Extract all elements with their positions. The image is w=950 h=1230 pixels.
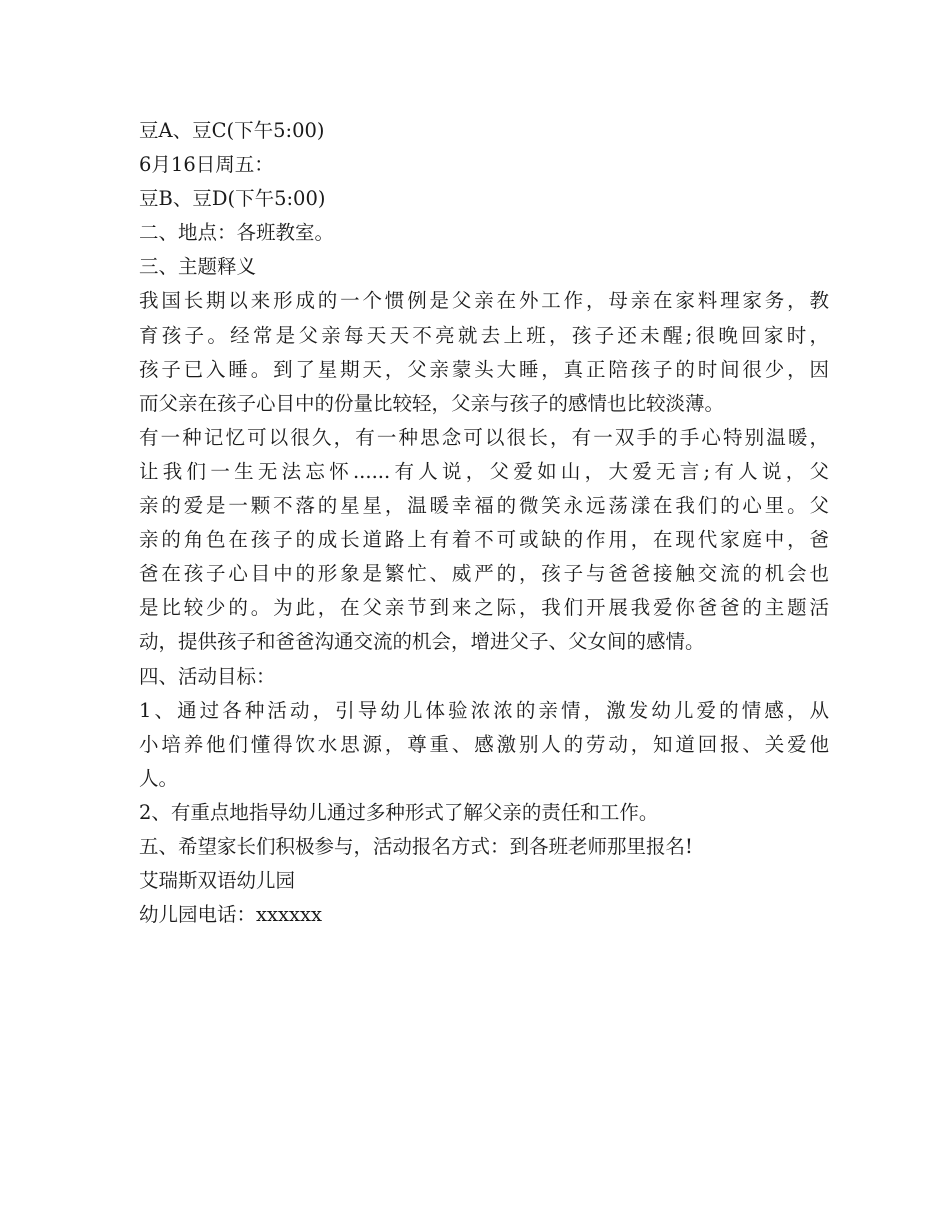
paragraph-line: 而父亲在孩子心目中的份量比较轻，父亲与孩子的感情也比较淡薄。	[139, 391, 725, 415]
contact-phone: 幼儿园电话：xxxxxx	[139, 903, 322, 927]
paragraph-line: 亲的角色在孩子的成长道路上有着不可或缺的作用，在现代家庭中，爸	[139, 528, 829, 552]
section-heading: 二、地点：各班教室。	[139, 221, 335, 245]
section-heading: 五、希望家长们积极参与，活动报名方式：到各班老师那里报名!	[139, 834, 693, 858]
paragraph-line: 有一种记忆可以很久，有一种思念可以很长，有一双手的手心特别温暖，	[139, 425, 829, 449]
list-item-line: 2、有重点地指导幼儿通过多种形式了解父亲的责任和工作。	[139, 800, 659, 824]
paragraph-line: 育孩子。经常是父亲每天天不亮就去上班，孩子还未醒;很晚回家时，	[139, 323, 829, 347]
paragraph-line: 我国长期以来形成的一个惯例是父亲在外工作，母亲在家料理家务，教	[139, 289, 829, 313]
paragraph-line: 孩子已入睡。到了星期天，父亲蒙头大睡，真正陪孩子的时间很少，因	[139, 357, 829, 381]
text-line: 豆A、豆C(下午5:00)	[139, 119, 325, 142]
paragraph-line: 是比较少的。为此，在父亲节到来之际，我们开展我爱你爸爸的主题活	[139, 596, 829, 620]
list-item-line: 人。	[139, 766, 179, 790]
text-line: 6月16日周五：	[139, 153, 274, 177]
paragraph-line: 动，提供孩子和爸爸沟通交流的机会，增进父子、父女间的感情。	[139, 630, 705, 654]
section-heading: 四、活动目标：	[139, 664, 276, 688]
organization-name: 艾瑞斯双语幼儿园	[139, 869, 296, 893]
paragraph-line: 爸在孩子心目中的形象是繁忙、威严的，孩子与爸爸接触交流的机会也	[139, 562, 829, 586]
paragraph-line: 让我们一生无法忘怀......有人说，父爱如山，大爱无言;有人说，父	[139, 459, 829, 483]
document-body	[139, 114, 829, 932]
text-line: 豆B、豆D(下午5:00)	[139, 187, 326, 211]
section-heading: 三、主题释义	[139, 255, 257, 279]
paragraph-line: 亲的爱是一颗不落的星星，温暖幸福的微笑永远荡漾在我们的心里。父	[139, 494, 829, 518]
list-item-line: 小培养他们懂得饮水思源，尊重、感激别人的劳动，知道回报、关爱他	[139, 732, 829, 756]
list-item-line: 1、通过各种活动，引导幼儿体验浓浓的亲情，激发幼儿爱的情感，从	[139, 698, 829, 722]
